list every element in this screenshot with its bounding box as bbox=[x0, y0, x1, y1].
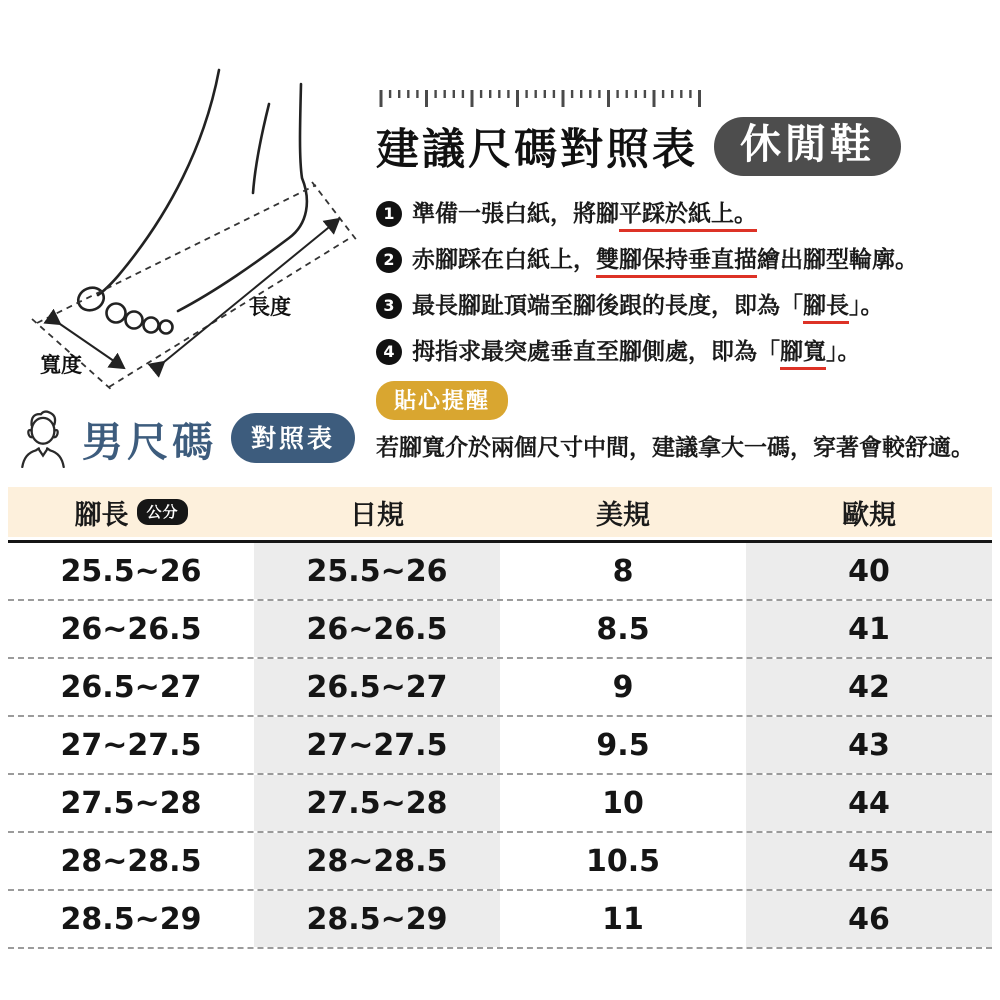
table-cell: 26.5~27 bbox=[60, 669, 202, 705]
table-row bbox=[8, 543, 992, 601]
men-size-heading bbox=[18, 408, 355, 468]
foot-measurement-diagram bbox=[12, 66, 370, 398]
table-cell: 43 bbox=[746, 717, 992, 773]
size-table-header bbox=[8, 487, 992, 537]
unit-cm-badge: 公分 bbox=[137, 499, 187, 525]
table-row bbox=[8, 717, 992, 775]
length-label: 長度 bbox=[249, 295, 291, 319]
table-cell: 45 bbox=[746, 833, 992, 889]
size-table bbox=[8, 487, 992, 949]
table-row bbox=[8, 833, 992, 891]
table-cell: 28.5~29 bbox=[254, 891, 500, 947]
title-row bbox=[376, 116, 986, 177]
shoe-type-badge: 休閒鞋 bbox=[714, 117, 901, 175]
table-cell: 27.5~28 bbox=[60, 785, 202, 821]
table-cell: 8.5 bbox=[596, 611, 650, 647]
table-cell: 44 bbox=[746, 775, 992, 831]
step-text: 拇指求最突處垂直至腳側處，即為「腳寬」。 bbox=[412, 337, 861, 367]
tip-text: 若腳寬介於兩個尺寸中間，建議拿大一碼，穿著會較舒適。 bbox=[376, 435, 974, 461]
table-cell: 11 bbox=[602, 901, 644, 937]
foot-outline bbox=[75, 70, 307, 334]
table-cell: 10 bbox=[602, 785, 644, 821]
section-badge: 對照表 bbox=[231, 413, 355, 463]
table-cell: 8 bbox=[612, 553, 634, 589]
header-foot-length-label: 腳長 bbox=[74, 499, 129, 531]
table-cell: 28~28.5 bbox=[60, 843, 202, 879]
table-row bbox=[8, 891, 992, 949]
step-item bbox=[376, 199, 986, 229]
table-cell: 9 bbox=[612, 669, 634, 705]
table-cell: 26~26.5 bbox=[60, 611, 202, 647]
table-cell: 28.5~29 bbox=[60, 901, 202, 937]
step-text: 赤腳踩在白紙上，雙腳保持垂直描繪出腳型輪廓。 bbox=[412, 245, 918, 275]
header-jp-size: 日規 bbox=[350, 499, 404, 531]
table-cell: 10.5 bbox=[585, 843, 661, 879]
step-number-icon: 3 bbox=[376, 293, 402, 319]
instructions-panel bbox=[376, 88, 986, 462]
step-number-icon: 4 bbox=[376, 339, 402, 365]
header-foot-length bbox=[8, 487, 254, 537]
table-cell: 42 bbox=[746, 659, 992, 715]
header-eu-size: 歐規 bbox=[842, 499, 896, 531]
header-us-size: 美規 bbox=[596, 499, 650, 531]
table-cell: 27~27.5 bbox=[254, 717, 500, 773]
table-cell: 40 bbox=[746, 543, 992, 599]
table-cell: 28~28.5 bbox=[254, 833, 500, 889]
step-item bbox=[376, 337, 986, 367]
step-number-icon: 2 bbox=[376, 247, 402, 273]
table-cell: 27.5~28 bbox=[254, 775, 500, 831]
step-item bbox=[376, 291, 986, 321]
table-cell: 26~26.5 bbox=[254, 601, 500, 657]
section-title: 男尺碼 bbox=[82, 417, 217, 466]
ruler-icon bbox=[378, 88, 710, 110]
table-row bbox=[8, 659, 992, 717]
step-item bbox=[376, 245, 986, 275]
table-row bbox=[8, 775, 992, 833]
width-label: 寬度 bbox=[40, 353, 82, 377]
step-text: 準備一張白紙，將腳平踩於紙上。 bbox=[412, 199, 757, 229]
page-title: 建議尺碼對照表 bbox=[376, 125, 698, 175]
table-cell: 41 bbox=[746, 601, 992, 657]
tip-badge: 貼心提醒 bbox=[376, 381, 508, 420]
step-number-icon: 1 bbox=[376, 201, 402, 227]
table-cell: 25.5~26 bbox=[60, 553, 202, 589]
step-text: 最長腳趾頂端至腳後跟的長度，即為「腳長」。 bbox=[412, 291, 884, 321]
table-cell: 27~27.5 bbox=[60, 727, 202, 763]
table-cell: 26.5~27 bbox=[254, 659, 500, 715]
tip-section bbox=[376, 381, 986, 462]
table-row bbox=[8, 601, 992, 659]
steps-list bbox=[376, 199, 986, 367]
table-cell: 25.5~26 bbox=[254, 543, 500, 599]
man-icon bbox=[18, 408, 68, 468]
table-cell: 9.5 bbox=[596, 727, 650, 763]
size-table-body bbox=[8, 543, 992, 949]
table-cell: 46 bbox=[746, 891, 992, 947]
